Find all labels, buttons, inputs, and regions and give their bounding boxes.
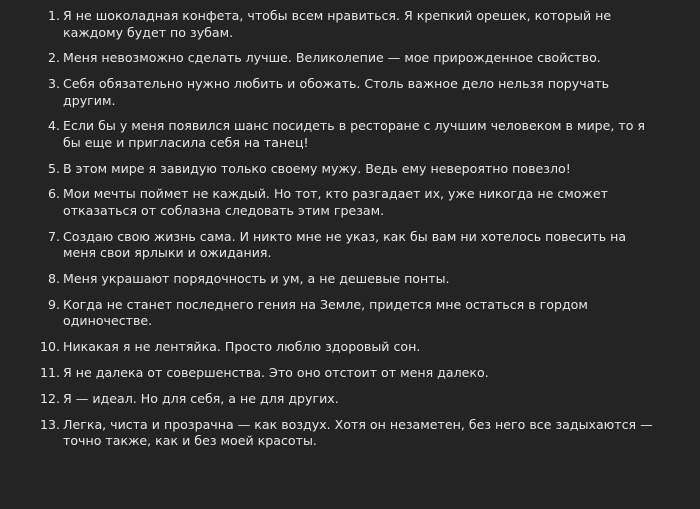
list-item (0, 161, 700, 178)
list-item (0, 271, 700, 288)
item-text: Создаю свою жизнь сама. И никто мне не указ, как бы вам ни хотелось повесить на меня свои ярлыки и ожидания. (63, 228, 627, 261)
list-item (0, 365, 700, 382)
item-number: 13. (39, 416, 60, 432)
item-number: 10. (39, 339, 60, 355)
list-item (0, 391, 700, 408)
list-item (0, 417, 700, 450)
item-number: 5. (47, 160, 60, 176)
item-number: 3. (47, 76, 60, 92)
list-item (0, 186, 700, 219)
list-item (0, 118, 700, 151)
item-text: Легка, чиста и прозрачна — как воздух. Хотя он незаметен, без него все задыхаются — точно также, как и без моей красоты. (63, 416, 653, 449)
item-text: Когда не станет последнего гения на Земле, придется мне остаться в гордом одиночестве. (63, 296, 588, 329)
list-item (0, 8, 700, 41)
item-number: 7. (47, 228, 60, 244)
item-number: 6. (47, 186, 60, 202)
list-item (0, 229, 700, 262)
item-text: Я не далека от совершенства. Это оно отстоит от меня далеко. (63, 364, 489, 380)
item-number: 1. (47, 8, 60, 23)
item-number: 11. (39, 364, 60, 380)
item-text: Если бы у меня появился шанс посидеть в ресторане с лучшим человеком в мире, то я бы еще и пригласила себя на танец! (63, 118, 646, 150)
list-item (0, 50, 700, 67)
item-text: Мои мечты поймет не каждый. Но тот, кто разгадает их, уже никогда не сможет отказаться от соблазна следовать этим грезам. (63, 186, 608, 218)
item-text: Я — идеал. Но для себя, а не для других. (63, 390, 339, 406)
item-text: Я не шоколадная конфета, чтобы всем нравиться. Я крепкий орешек, который не каждому будет по зубам. (63, 8, 612, 40)
item-text: В этом мире я завидую только своему мужу. Ведь ему невероятно повезло! (63, 160, 571, 176)
list-item (0, 297, 700, 330)
item-number: 4. (47, 118, 60, 134)
item-text: Меня невозможно сделать лучше. Великолепие — мое прирожденное свойство. (63, 50, 601, 66)
list-item (0, 76, 700, 109)
item-text: Себя обязательно нужно любить и обожать. Столь важное дело нельзя поручать другим. (63, 76, 610, 108)
item-number: 2. (47, 50, 60, 66)
item-text: Меня украшают порядочность и ум, а не дешевые понты. (63, 271, 450, 287)
list-item (0, 339, 700, 356)
quote-list (0, 8, 700, 459)
item-number: 12. (39, 390, 60, 406)
item-text: Никакая я не лентяйка. Просто люблю здоровый сон. (63, 339, 421, 355)
item-number: 8. (47, 271, 60, 287)
item-number: 9. (47, 296, 60, 312)
